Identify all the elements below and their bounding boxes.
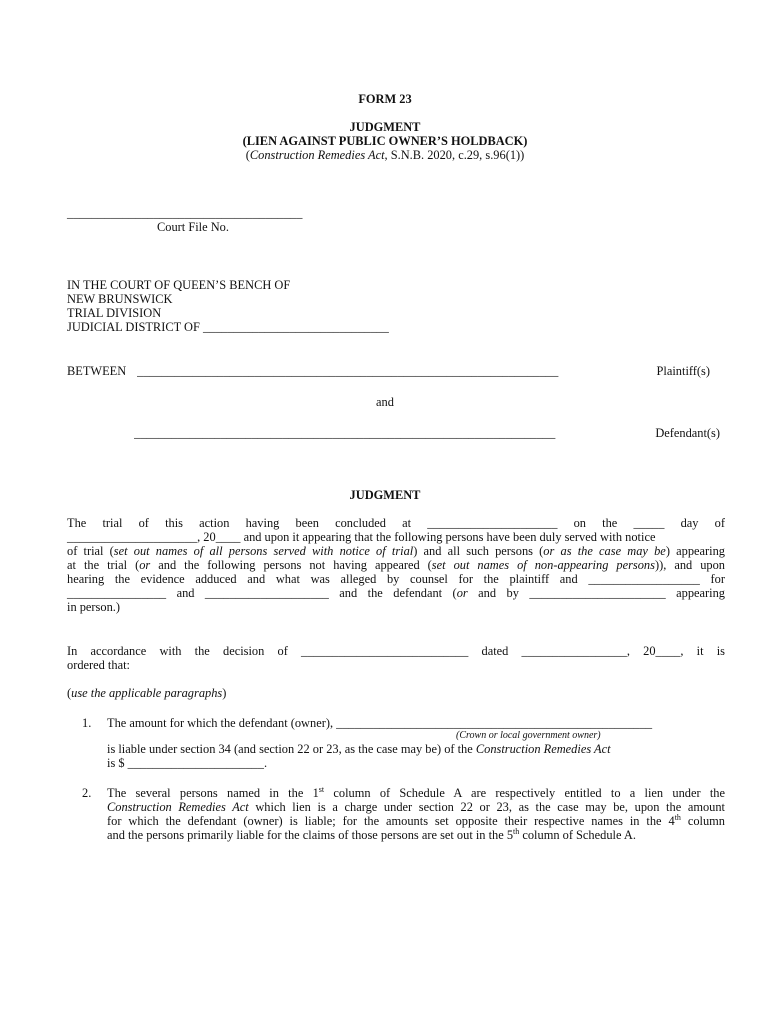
paragraph-1-line-4 (67, 558, 725, 572)
text-run-italic: or as the case may be (543, 544, 666, 558)
text-run: column of Schedule A. (519, 828, 636, 842)
between-label: BETWEEN (67, 364, 127, 378)
paragraph-1-line-2: _____________________, 20____ and upon it appearing that the following persons have been duly served with notice (67, 530, 656, 544)
text-run: ( (67, 686, 72, 700)
text-run-italic: Construction Remedies Act (475, 742, 611, 756)
text-run-italic: or (456, 586, 468, 600)
paragraph-1-line-3 (67, 544, 725, 558)
defendant-label: Defendant(s) (655, 426, 720, 440)
superscript: th (674, 812, 681, 822)
item-2-line-4 (107, 828, 636, 842)
form-number: FORM 23 (358, 92, 412, 106)
paragraph-1-line-7: in person.) (67, 600, 120, 614)
court-file-line: ______________________________________ (67, 206, 303, 220)
text-run: )), and upon (654, 558, 725, 572)
item-1-number: 1. (82, 716, 92, 730)
text-run: and the persons primarily liable for the claims of those persons are set out in the 5 (107, 828, 514, 842)
item-2-line-1 (107, 786, 725, 800)
text-run: for which the defendant (owner) is liable; for the amounts set opposite their respective names in the 4 (107, 814, 675, 828)
text-run: column of Schedule A are respectively entitled to a lien under the (324, 786, 725, 800)
text-run: which lien is a charge under section 22 or 23, as the case may be, upon the amount (248, 800, 725, 814)
item-2-line-2 (107, 800, 725, 814)
paragraph-2-line-1: In accordance with the decision of ___________________________ dated _________________, 20____, it is (67, 644, 725, 658)
text-run-italic: use the applicable paragraphs (71, 686, 223, 700)
judicial-district: JUDICIAL DISTRICT OF ______________________________ (67, 320, 389, 334)
text-run: ________________ and ____________________ and the defendant ( (67, 586, 457, 600)
text-run: The several persons named in the 1 (107, 786, 319, 800)
item-2-line-3 (107, 814, 725, 828)
item-1-line-2 (107, 742, 611, 756)
defendant-line: ____________________________________________________________________ (134, 426, 556, 440)
form-subtitle: (LIEN AGAINST PUBLIC OWNER’S HOLDBACK) (242, 134, 528, 148)
text-run-italic: set out names of non-appearing persons (431, 558, 655, 572)
plaintiff-label: Plaintiff(s) (656, 364, 710, 378)
text-run-italic: Construction Remedies Act (107, 800, 249, 814)
judgment-heading: JUDGMENT (349, 488, 421, 502)
text-run: at the trial ( (67, 558, 140, 572)
instruction-note (67, 686, 226, 700)
text-run: column (680, 814, 726, 828)
paragraph-1-line-5: hearing the evidence adduced and what was alleged by counsel for the plaintiff and __________________ for (67, 572, 725, 586)
item-1-caption: (Crown or local government owner) (456, 730, 601, 741)
text-run: ) (222, 686, 227, 700)
court-line-3: TRIAL DIVISION (67, 306, 162, 320)
paragraph-2-line-2: ordered that: (67, 658, 130, 672)
text-run: is liable under section 34 (and section 22 or 23, as the case may be) of the (107, 742, 476, 756)
text-run: ) and all such persons ( (413, 544, 544, 558)
paragraph-1-line-1: The trial of this action having been concluded at _____________________ on the _____ day of (67, 516, 725, 530)
superscript: st (318, 784, 325, 794)
text-run-italic: set out names of all persons served with notice of trial (113, 544, 414, 558)
paragraph-1-line-6 (67, 586, 725, 600)
form-citation (0, 148, 770, 162)
court-line-1: IN THE COURT OF QUEEN’S BENCH OF (67, 278, 291, 292)
item-1-line-1: The amount for which the defendant (owner), ___________________________________________________ (107, 716, 653, 730)
citation-rest: , S.N.B. 2020, c.29, s.96(1)) (384, 148, 525, 162)
text-run: ) appearing (665, 544, 725, 558)
superscript: th (513, 826, 520, 836)
text-run: and the following persons not having appeared ( (150, 558, 432, 572)
citation-act: Construction Remedies Act (249, 148, 385, 162)
citation-open: ( (245, 148, 250, 162)
and-label: and (376, 395, 394, 409)
text-run-italic: or (139, 558, 151, 572)
court-file-label: Court File No. (157, 220, 229, 234)
court-line-2: NEW BRUNSWICK (67, 292, 173, 306)
text-run: and by ______________________ appearing (467, 586, 725, 600)
plaintiff-line: ____________________________________________________________________ (137, 364, 559, 378)
item-2-number: 2. (82, 786, 92, 800)
form-title: JUDGMENT (349, 120, 421, 134)
text-run: of trial ( (67, 544, 114, 558)
item-1-line-3: is $ ______________________. (107, 756, 268, 770)
